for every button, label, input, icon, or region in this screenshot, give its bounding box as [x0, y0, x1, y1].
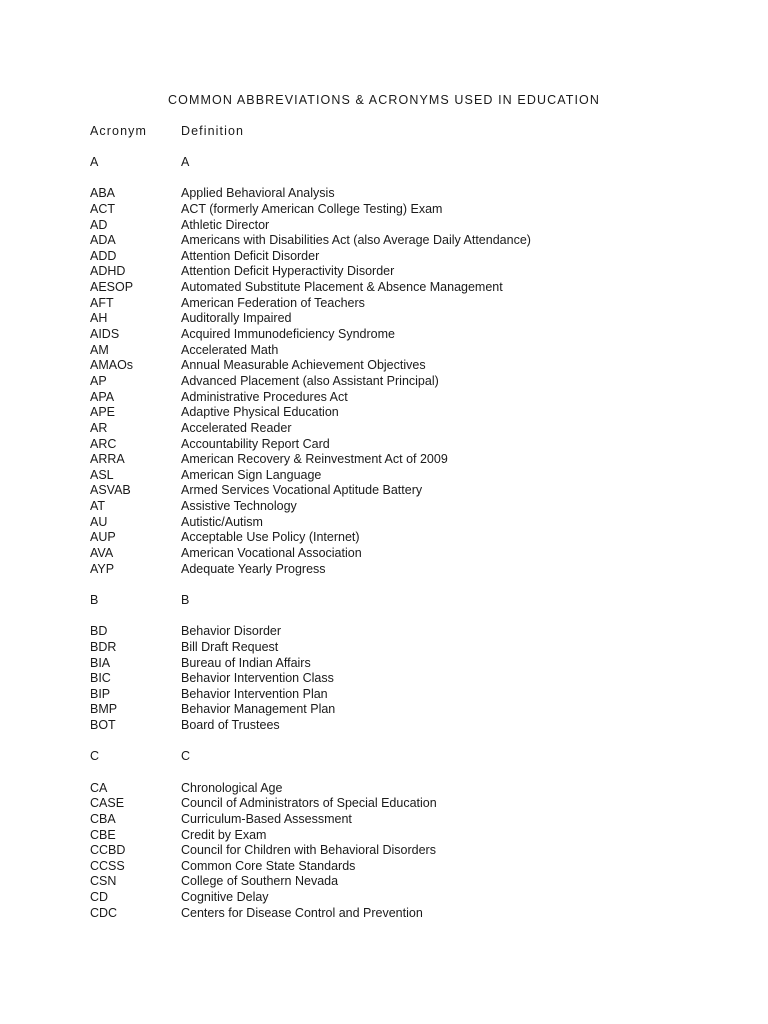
acronym: BIA: [90, 655, 111, 670]
definition: Applied Behavioral Analysis: [181, 186, 335, 201]
definition: Administrative Procedures Act: [181, 389, 348, 404]
column-header-acronym: Acronym: [90, 124, 148, 138]
definition: Acquired Immunodeficiency Syndrome: [181, 327, 395, 342]
acronym: APE: [90, 405, 116, 420]
acronym-row: [90, 812, 710, 828]
acronym-row: [90, 796, 710, 812]
definition: Automated Substitute Placement & Absence Management: [181, 280, 503, 295]
acronym-row: [90, 280, 710, 296]
acronym-row: [90, 186, 710, 202]
definition: Accelerated Math: [181, 342, 279, 357]
definition: Common Core State Standards: [181, 858, 356, 873]
acronym-row: [90, 483, 710, 499]
definition: Accountability Report Card: [181, 436, 330, 451]
column-header-definition: Definition: [181, 124, 245, 138]
definition: Cognitive Delay: [181, 890, 269, 905]
section-letter-row: [90, 155, 710, 171]
definition: Autistic/Autism: [181, 514, 263, 529]
definition: Acceptable Use Policy (Internet): [181, 530, 360, 545]
acronym-row: [90, 218, 710, 234]
acronym-row: [90, 390, 710, 406]
acronym-row: [90, 859, 710, 875]
acronym: AM: [90, 342, 109, 357]
acronym: AD: [90, 217, 108, 232]
acronym-row: [90, 249, 710, 265]
acronym-row: [90, 624, 710, 640]
acronym: AR: [90, 420, 108, 435]
definition: Behavior Intervention Class: [181, 671, 334, 686]
acronym-row: [90, 671, 710, 687]
acronym-row: [90, 374, 710, 390]
acronym-row: [90, 343, 710, 359]
acronym-row: [90, 640, 710, 656]
acronym-row: [90, 890, 710, 906]
definition: Credit by Exam: [181, 827, 267, 842]
acronym-row: [90, 421, 710, 437]
acronym: CSN: [90, 874, 117, 889]
acronym: ASL: [90, 467, 114, 482]
acronym-row: [90, 296, 710, 312]
acronym: BOT: [90, 718, 116, 733]
acronym-row: [90, 546, 710, 562]
definition: Chronological Age: [181, 780, 283, 795]
acronym: AU: [90, 514, 108, 529]
acronym-row: [90, 781, 710, 797]
acronym-row: [90, 906, 710, 922]
section-letter-definition: B: [181, 592, 190, 607]
acronym: ADHD: [90, 264, 126, 279]
acronym-row: [90, 358, 710, 374]
acronym: AFT: [90, 295, 114, 310]
acronym: CCSS: [90, 858, 125, 873]
definition: American Sign Language: [181, 467, 322, 482]
definition: American Federation of Teachers: [181, 295, 365, 310]
section-letter-row: [90, 749, 710, 765]
section-letter: B: [90, 592, 99, 607]
acronym: CASE: [90, 796, 125, 811]
definition: Curriculum-Based Assessment: [181, 811, 352, 826]
acronym: AVA: [90, 546, 114, 561]
definition: Advanced Placement (also Assistant Principal): [181, 373, 439, 388]
acronym: APA: [90, 389, 115, 404]
definition: Behavior Intervention Plan: [181, 686, 328, 701]
acronym-row: [90, 327, 710, 343]
acronym: CA: [90, 780, 108, 795]
acronym: AH: [90, 311, 108, 326]
definition: Armed Services Vocational Aptitude Battery: [181, 483, 423, 498]
page-title: COMMON ABBREVIATIONS & ACRONYMS USED IN EDUCATION: [168, 93, 600, 107]
acronym-row: [90, 656, 710, 672]
section-letter-definition: A: [181, 155, 190, 169]
acronym-row: [90, 202, 710, 218]
acronym: AT: [90, 499, 106, 514]
acronym: CBE: [90, 827, 116, 842]
section-letter-definition: C: [181, 749, 191, 764]
definition: College of Southern Nevada: [181, 874, 339, 889]
definition: Accelerated Reader: [181, 420, 292, 435]
section-spacer: [90, 171, 710, 187]
definition: Behavior Management Plan: [181, 702, 336, 717]
definition: American Vocational Association: [181, 546, 362, 561]
acronym-row: [90, 828, 710, 844]
acronym-row: [90, 515, 710, 531]
acronym: ADD: [90, 248, 117, 263]
definition: Attention Deficit Hyperactivity Disorder: [181, 264, 395, 279]
acronym: ABA: [90, 186, 116, 201]
acronym: CDC: [90, 905, 118, 920]
section-spacer: [90, 765, 710, 781]
acronym: BIP: [90, 686, 111, 701]
section-spacer: [90, 577, 710, 593]
acronym: AYP: [90, 561, 115, 576]
acronym-row: [90, 452, 710, 468]
acronym-list: [90, 155, 710, 921]
definition: American Recovery & Reinvestment Act of 2009: [181, 452, 448, 467]
definition: Council for Children with Behavioral Disorders: [181, 843, 436, 858]
acronym: ADA: [90, 233, 116, 248]
acronym: AP: [90, 373, 107, 388]
definition: Council of Administrators of Special Education: [181, 796, 437, 811]
acronym: ARRA: [90, 452, 125, 467]
acronym: AUP: [90, 530, 116, 545]
acronym: BD: [90, 624, 108, 639]
definition: Board of Trustees: [181, 718, 280, 733]
acronym: AMAOs: [90, 358, 134, 373]
acronym-row: [90, 468, 710, 484]
definition: Americans with Disabilities Act (also Average Daily Attendance): [181, 233, 531, 248]
definition: Annual Measurable Achievement Objectives: [181, 358, 426, 373]
acronym-row: [90, 687, 710, 703]
acronym: ACT: [90, 201, 115, 216]
definition: Athletic Director: [181, 217, 270, 232]
section-letter: C: [90, 749, 100, 764]
definition: Attention Deficit Disorder: [181, 248, 320, 263]
acronym: CD: [90, 890, 109, 905]
acronym-row: [90, 499, 710, 515]
acronym-row: [90, 233, 710, 249]
definition: Bill Draft Request: [181, 639, 279, 654]
acronym: ARC: [90, 436, 117, 451]
definition: Adequate Yearly Progress: [181, 561, 326, 576]
definition: Assistive Technology: [181, 499, 297, 514]
acronym: BDR: [90, 639, 117, 654]
column-header-row: [90, 124, 245, 138]
acronym-row: [90, 562, 710, 578]
acronym: ASVAB: [90, 483, 131, 498]
acronym: CCBD: [90, 843, 126, 858]
section-letter: A: [90, 155, 99, 169]
acronym: BMP: [90, 702, 118, 717]
definition: Centers for Disease Control and Prevention: [181, 905, 423, 920]
section-spacer: [90, 609, 710, 625]
definition: Bureau of Indian Affairs: [181, 655, 311, 670]
acronym-row: [90, 874, 710, 890]
acronym: BIC: [90, 671, 111, 686]
acronym-row: [90, 311, 710, 327]
section-letter-row: [90, 593, 710, 609]
acronym: AIDS: [90, 327, 120, 342]
acronym-row: [90, 702, 710, 718]
acronym: CBA: [90, 811, 116, 826]
acronym: AESOP: [90, 280, 134, 295]
definition: ACT (formerly American College Testing) Exam: [181, 201, 443, 216]
acronym-row: [90, 405, 710, 421]
acronym-row: [90, 437, 710, 453]
acronym-row: [90, 718, 710, 734]
definition: Auditorally Impaired: [181, 311, 292, 326]
section-spacer: [90, 734, 710, 750]
definition: Behavior Disorder: [181, 624, 282, 639]
definition: Adaptive Physical Education: [181, 405, 339, 420]
acronym-row: [90, 530, 710, 546]
acronym-row: [90, 843, 710, 859]
acronym-row: [90, 264, 710, 280]
